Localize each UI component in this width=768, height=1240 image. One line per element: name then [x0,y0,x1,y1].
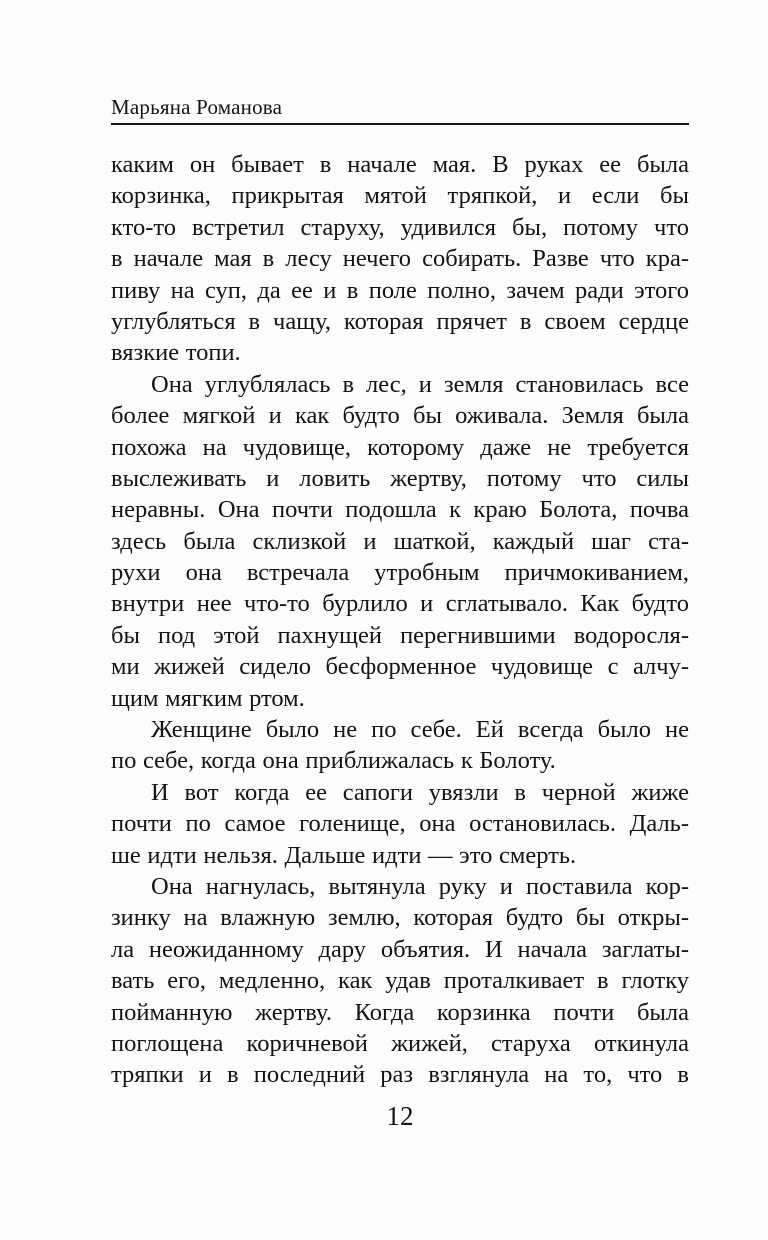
paragraph [111,777,689,871]
paragraph [111,369,689,714]
text-line: в начале мая в лесу нечего собирать. Разве что кра- [111,245,689,273]
text-line: похожа на чудовище, которому даже не требуется [111,433,689,461]
text-line: ми жижей сидело бесформенное чудовище с алчу- [111,653,689,681]
text-line: поглощена коричневой жижей, старуха откинула [111,1029,689,1057]
text-line: каким он бывает в начале мая. В руках ее была [111,151,689,178]
text-line: внутри нее что-то бурлило и сглатывало. Как будто [111,590,689,618]
text-line: углубляться в чащу, которая прячет в своем сердце [111,307,689,335]
text-line: более мягкой и как будто бы оживала. Земля была [111,402,689,430]
text-line: щим мягким ртом. [111,684,305,712]
text-line: зинку на влажную землю, которая будто бы откры- [111,904,689,932]
header-rule [111,123,689,125]
text-line: вязкие топи. [111,339,241,367]
paragraph [111,871,689,1091]
text-line: бы под этой пахнущей перегнившими водоросля- [111,621,689,649]
text-line: пиву на суп, да ее и в поле полно, зачем ради этого [111,276,689,304]
text-line: И вот когда ее сапоги увязли в черной жиже [151,778,689,806]
text-line: здесь была склизкой и шаткой, каждый шаг ста- [111,527,689,555]
page-body [111,149,689,1091]
text-line: ла неожиданному дару объятия. И начала заглаты- [111,935,689,963]
text-line: рухи она встречала утробным причмокиванием, [111,559,689,587]
text-line: ше идти нельзя. Дальше идти — это смерть. [111,841,577,869]
text-line: Женщине было не по себе. Ей всегда было не [151,716,689,744]
page-number: 12 [386,1101,414,1131]
text-line: почти по самое голенище, она остановилась. Даль- [111,810,689,838]
text-line: корзинка, прикрытая мятой тряпкой, и если бы [111,182,689,210]
text-line: Она углублялась в лес, и земля становилась все [151,370,689,398]
text-line: неравны. Она почти подошла к краю Болота, почва [111,496,689,524]
running-header [111,95,689,125]
text-line: по себе, когда она приближалась к Болоту. [111,747,556,775]
text-line: тряпки и в последний раз взглянула на то, что в [111,1061,689,1089]
text-line: выслеживать и ловить жертву, потому что силы [111,464,689,492]
text-line: вать его, медленно, как удав проталкивает в глотку [111,967,689,995]
text-line: кто-то встретил старуху, удивился бы, потому что [111,213,689,241]
running-header-author: Марьяна Романова [111,95,283,119]
paragraph [111,149,689,369]
text-line: Она нагнулась, вытянула руку и поставила кор- [151,872,689,900]
paragraph [111,714,689,777]
text-line: пойманную жертву. Когда корзинка почти была [111,998,689,1026]
